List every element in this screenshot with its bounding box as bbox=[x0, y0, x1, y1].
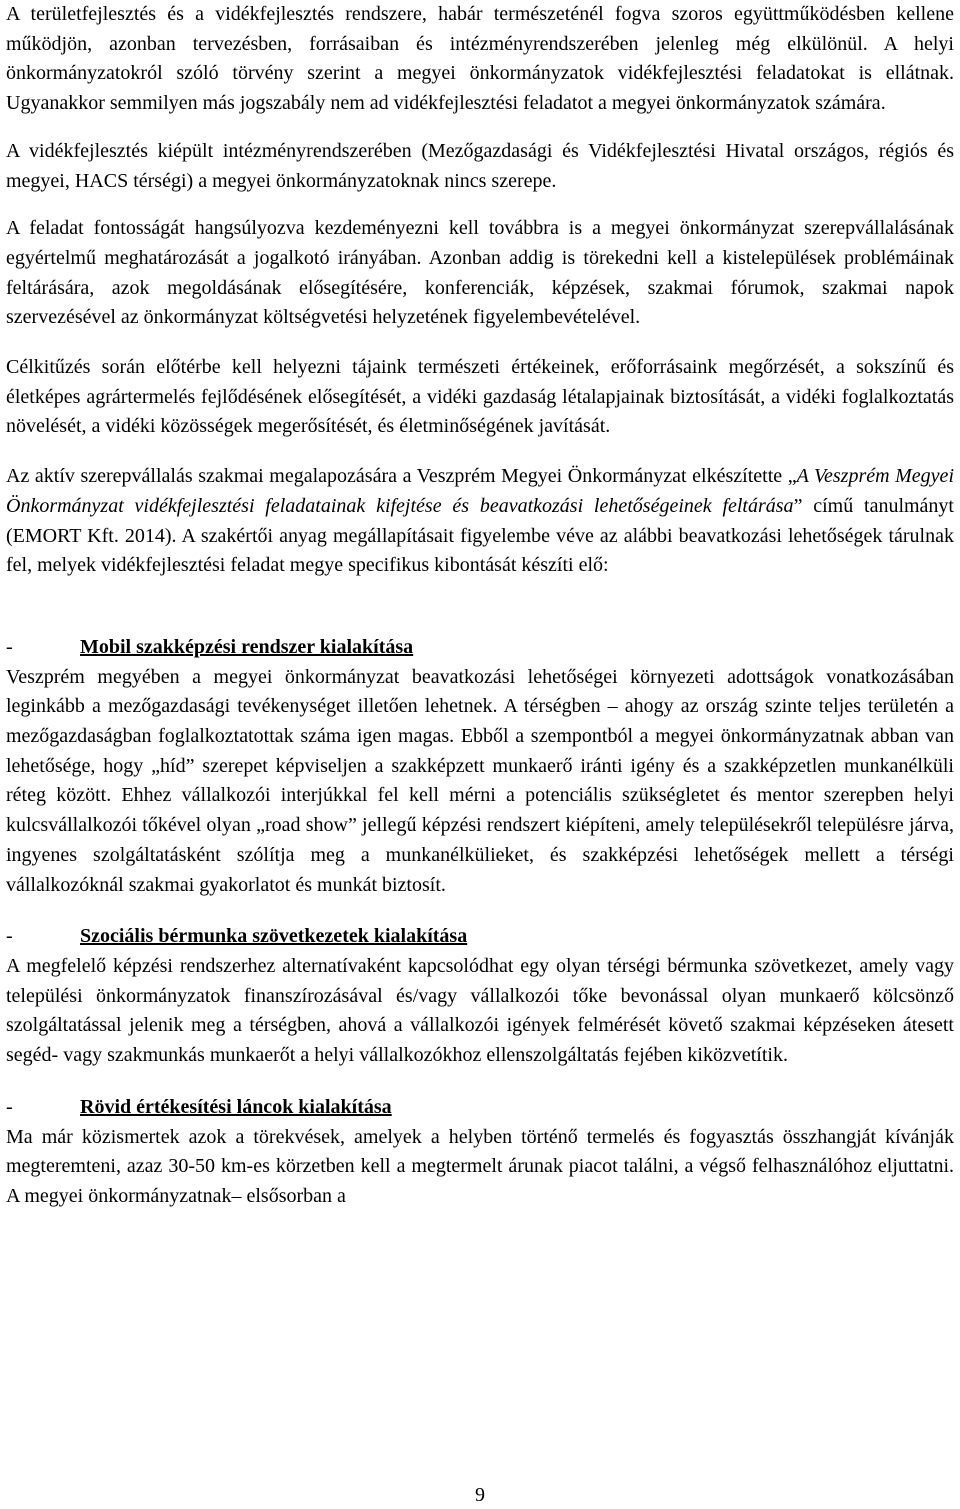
section-body: Ma már közismertek azok a törekvések, amelyek a helyben történő termelés és fogyasztás összhangját kívánják megteremteni, azaz 30-50 km-es körzetben kell a megtermelt árunak piacot találni, a végső felhasználóhoz eljuttatni. A megyei önkormányzatnak– elsősorban a bbox=[6, 1125, 954, 1207]
section-body: Veszprém megyében a megyei önkormányzat beavatkozási lehetőségei környezeti adottságok vonatkozásában leginkább a mezőgazdasági tevékenységet illetően lehetnek. A térségben – ahogy az ország szinte teljes területén a mezőgazdaságban foglalkoztatottak száma igen magas. Ebből a szempontból a megyei önkormányzatnak abban van lehetősége, hogy „híd” szerepet képviseljen a szakképzett munkaerő iránti igény és a szakképzetlen munkanélküli réteg között. Ehhez vállalkozói interjúkkal fel kell mérni a potenciális szükségletet és mentor szerepben helyi kulcsvállalkozói tőkével olyan „road show” jellegű képzési rendszert kiépíteni, amely településekről településre járva, ingyenes szolgáltatásként szólítja meg a munkanélkülieket, és szakképzési lehetőségek mellett a térségi vállalkozóknál szakmai gyakorlatot és munkát biztosít. bbox=[6, 665, 954, 896]
study-title: A Veszprém Megyei Önkormányzat vidékfejlesztési feladatainak kifejtése és beavatkozási lehetőségeinek feltárása bbox=[6, 465, 954, 517]
section-heading-text: Mobil szakképzési rendszer kialakítása bbox=[80, 635, 414, 658]
section-social-contract-work-cooperatives bbox=[6, 922, 954, 1071]
section-heading bbox=[6, 922, 954, 952]
section-heading bbox=[6, 1093, 954, 1123]
section-body: A megfelelő képzési rendszerhez alternatívaként kapcsolódhat egy olyan térségi bérmunka szövetkezet, amely vagy települési önkormányzatok finanszírozásával és/vagy vállalkozói tőke bevonással olyan munkaerő kölcsönző szolgáltatással jelenik meg a térségben, ahová a vállalkozói igények felmérését követő szakmai képzéseken átesett segéd- vagy szakmunkás munkaerőt a helyi vállalkozókhoz ellenszolgáltatás fejében kiközvetítik. bbox=[6, 954, 954, 1067]
paragraph-institutions: A vidékfejlesztés kiépült intézményrendszerében (Mezőgazdasági és Vidékfejlesztési Hivatal országos, régiós és megyei, HACS térségi) a megyei önkormányzatoknak nincs szerepe. bbox=[6, 139, 954, 192]
section-short-supply-chains bbox=[6, 1093, 954, 1212]
paragraph-objectives: Célkitűzés során előtérbe kell helyezni tájaink természeti értékeinek, erőforrásaink megőrzését, a sokszínű és életképes agrártermelés fejlődésének elősegítését, a vidéki gazdaság létalapjainak biztosítását, a vidéki foglalkoztatás növelését, a vidéki közösségek megerősítését, és életminőségének javítását. bbox=[6, 356, 954, 438]
page-number: 9 bbox=[475, 1484, 485, 1506]
paragraph-intro: A területfejlesztés és a vidékfejlesztés rendszere, habár természeténél fogva szoros együttműködésben kellene működjön, azonban tervezésben, forrásaiban és intézményrendszerében jelenleg még elkülönül. A helyi önkormányzatokról szóló törvény szerint a megyei önkormányzatok vidékfejlesztési feladatokat is ellátnak. Ugyanakkor semmilyen más jogszabály nem ad vidékfejlesztési feladatot a megyei önkormányzatok számára. bbox=[6, 3, 954, 115]
paragraph-task-importance: A feladat fontosságát hangsúlyozva kezdeményezni kell továbbra is a megyei önkormányzat szerepvállalásának egyértelmű meghatározását a jogalkotó irányában. Azonban addig is törekedni kell a kistelepülések problémáinak feltárására, azok megoldásának elősegítésére, konferenciák, képzések, szakmai fórumok, szakmai napok szervezésével az önkormányzat költségvetési helyzetének figyelembevételével. bbox=[6, 217, 954, 329]
paragraph-study bbox=[6, 462, 954, 581]
section-heading bbox=[6, 633, 954, 663]
section-heading-text: Szociális bérmunka szövetkezetek kialakítása bbox=[80, 925, 468, 948]
study-text-after: ” című tanulmányt (EMORT Kft. 2014). A szakértői anyag megállapításait figyelembe véve az alábbi beavatkozási lehetőségek tárulnak fel, melyek vidékfejlesztési feladat megye specifikus kibontását készíti elő: bbox=[6, 494, 954, 577]
section-mobile-vocational-training bbox=[6, 633, 954, 900]
list-dash: - bbox=[6, 1095, 13, 1118]
document-page bbox=[6, 0, 954, 1234]
list-dash: - bbox=[6, 925, 13, 948]
section-heading-text: Rövid értékesítési láncok kialakítása bbox=[80, 1095, 392, 1118]
study-text-before: Az aktív szerepvállalás szakmai megalapozására a Veszprém Megyei Önkormányzat elkészítette „ bbox=[6, 465, 797, 488]
list-dash: - bbox=[6, 635, 13, 658]
